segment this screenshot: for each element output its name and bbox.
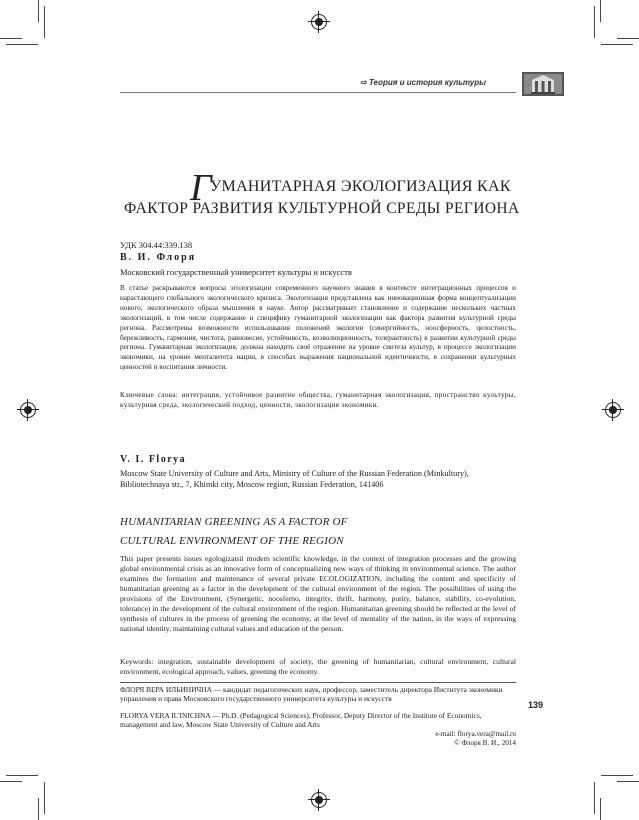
running-header (360, 78, 486, 87)
author-name: В. И. Флоря (120, 252, 197, 263)
title-drop-cap: Г (190, 167, 212, 209)
crop-mark (6, 775, 38, 776)
crop-mark (617, 781, 639, 782)
crop-mark (38, 0, 39, 22)
registration-mark-icon (605, 402, 621, 418)
keywords-label-en: Keywords: (120, 657, 154, 666)
section-title: Теория и история культуры (368, 78, 486, 87)
abstract-ru: В статье раскрываются вопросы эгологизации современного научного знания в контексте интеграционных процессов и нарастающего глобального экологического кризиса. Экологизация представлена как инновационная форма концептуализации нового, экологического образа мышления в науке. Автор рассматривает становление и содержание нескольких частных экологизаций, в том числе содержание и специфику гуманитарной экологизации как фактора развития культурной среды региона. Рассмотрены возможности использования положений экологии (синергийность, ноосферность, целостность, бережливость, гармония, чистота, равновесие, устойчивость, коэволюционность, толерантность) в развитии культурной среды региона. Гуманитарная экологизация, должна находить своё отражение на уровне синтеза культур, в процессе экологизации экономики, на уровне менталитета нации, в способах выражения национальной идентичности, в сохранении культурных ценностей и воспитания личности. (120, 284, 516, 372)
crop-mark (617, 38, 639, 39)
registration-mark-icon (311, 14, 327, 30)
abstract-en: This paper presents issues egologizatsii modern scientific knowledge, in the context of integration processes and the growing global environmental crisis as an innovative form of conceptualizing new ways of thinking in environmental science. The author examines the formation and maintenance of several private ECOLOGIZATION, including the content and specificity of humanitarian greening as a factor in the development of the cultural environment of the region. The possibilities of using the provisions of the Environment, (Synergetic, noosferno, integrity, thrift, harmony, purity, balance, stability, co-evolution, tolerance) in the development of the cultural environment of the region. Humanitarian greening should be reflected at the level of synthesis of cultures in the process of greening the economy, at the level of mentality of the nation, in the ways of expressing national identity, maintaining cultural values and education of the person. (120, 554, 516, 633)
keywords-label: Ключевые слова: (120, 391, 179, 399)
keywords-en (120, 657, 516, 677)
keywords-text: интеграция, устойчивое развитие общества, гуманитарная экологизация, пространство культуры, культурная среда, экологический подход, ценности, экологизация экономики. (120, 391, 516, 409)
crop-mark (594, 6, 595, 38)
crop-mark (44, 6, 45, 38)
crop-mark (0, 781, 22, 782)
arrow-icon: ⇨ (360, 78, 367, 87)
crop-mark (0, 38, 22, 39)
page-number: 139 (528, 700, 544, 710)
crop-mark (38, 798, 39, 820)
article-title-en-line1: HUMANITARIAN GREENING AS A FACTOR OF (120, 516, 348, 528)
crop-mark (600, 798, 601, 820)
crop-mark (594, 782, 595, 814)
email: e-mail: florya.vera@mail.ru (435, 730, 516, 738)
footnote-ru: ФЛОРЯ ВЕРА ИЛЬИНИЧНА — кандидат педагогических наук, профессор, заместитель директора Института экономики управления и права Московского государственного университета культуры и искусств (120, 685, 503, 703)
crop-mark (600, 0, 601, 22)
header-rule (120, 92, 516, 93)
crop-mark (6, 44, 38, 45)
copyright: © Флоря В. И., 2014 (454, 738, 516, 747)
article-title-en-line2: CULTURAL ENVIRONMENT OF THE REGION (120, 535, 344, 547)
crop-mark (601, 775, 633, 776)
footnote-rule (120, 682, 516, 683)
registration-mark-icon (20, 402, 36, 418)
keywords-ru (120, 390, 516, 410)
udk-code: УДК 304.44:339.138 (120, 240, 193, 250)
author-affiliation-en: Moscow State University of Culture and Arts, Ministry of Culture of the Russian Federation (Minkultury), Bibliotechnaya str., 7, Khimki city, Moscow region, Russian Federation, 141406 (120, 469, 469, 489)
contact-block (300, 730, 516, 748)
article-title-line2: ФАКТОР РАЗВИТИЯ КУЛЬТУРНОЙ СРЕДЫ РЕГИОНА (124, 200, 520, 217)
author-name-en: V. I. Florya (120, 454, 187, 465)
article-title-line1: ГУМАНИТАРНАЯ ЭКОЛОГИЗАЦИЯ КАК (190, 167, 511, 209)
journal-logo-icon (522, 68, 564, 100)
footnote-en: FLORYA VERA IL'INICHNA — Ph.D. (Pedagogical Sciences), Professor, Deputy Director of the Institute of Economics, management and law, Moscow State University of Culture and Arts (120, 711, 482, 729)
author-affiliation: Московский государственный университет культуры и искусств (120, 267, 352, 277)
crop-mark (44, 782, 45, 814)
crop-mark (601, 44, 633, 45)
keywords-text-en: integration, sustainable development of society, the greening of humanitarian, cultural environment, cultural environment, ecological approach, values, greening the economy. (120, 657, 516, 676)
registration-mark-icon (311, 792, 327, 808)
